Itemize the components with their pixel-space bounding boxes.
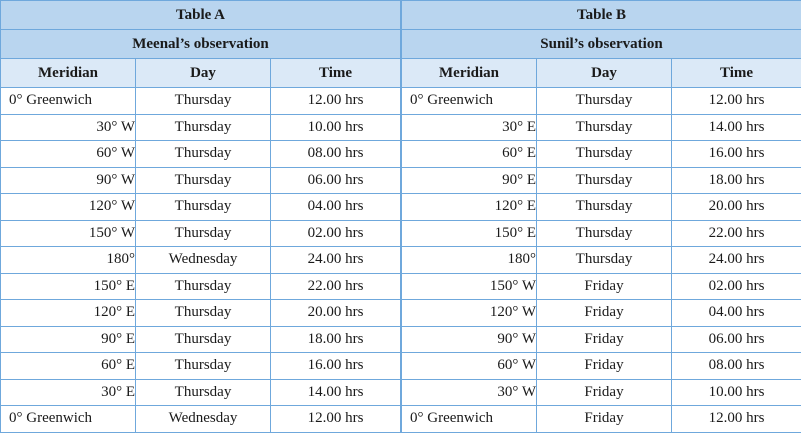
table-row (402, 353, 801, 380)
table-row (402, 114, 801, 141)
meridian-cell: 60° E (1, 353, 136, 380)
meridian-cell: 120° W (402, 300, 537, 327)
table-row (402, 273, 801, 300)
time-cell: 14.00 hrs (271, 379, 401, 406)
day-cell: Thursday (136, 141, 271, 168)
table-row (1, 114, 401, 141)
time-cell: 10.00 hrs (672, 379, 801, 406)
day-cell: Thursday (136, 167, 271, 194)
time-cell: 16.00 hrs (271, 353, 401, 380)
table-row (1, 300, 401, 327)
time-cell: 18.00 hrs (672, 167, 801, 194)
day-cell: Friday (537, 273, 672, 300)
table-row (402, 300, 801, 327)
time-cell: 16.00 hrs (672, 141, 801, 168)
meridian-cell: 180° (1, 247, 136, 274)
table-row (1, 141, 401, 168)
meridian-cell: 180° (402, 247, 537, 274)
meridian-cell: 30° W (1, 114, 136, 141)
day-cell: Thursday (136, 88, 271, 115)
time-cell: 04.00 hrs (672, 300, 801, 327)
day-cell: Friday (537, 326, 672, 353)
table-a-header-day: Day (136, 59, 271, 88)
table-b-header-time: Time (672, 59, 801, 88)
day-cell: Thursday (136, 220, 271, 247)
table-row (402, 379, 801, 406)
day-cell: Thursday (537, 114, 672, 141)
table-b-header-meridian: Meridian (402, 59, 537, 88)
day-cell: Friday (537, 353, 672, 380)
time-cell: 06.00 hrs (271, 167, 401, 194)
table-b-body (402, 88, 801, 433)
table-row (1, 273, 401, 300)
meridian-cell: 30° E (1, 379, 136, 406)
table-a-header-time: Time (271, 59, 401, 88)
day-cell: Thursday (136, 114, 271, 141)
day-cell: Friday (537, 300, 672, 327)
table-row (402, 88, 801, 115)
day-cell: Thursday (136, 353, 271, 380)
table-row (1, 406, 401, 433)
table-row (1, 167, 401, 194)
day-cell: Thursday (136, 379, 271, 406)
time-cell: 02.00 hrs (271, 220, 401, 247)
meridian-cell: 30° E (402, 114, 537, 141)
day-cell: Thursday (537, 194, 672, 221)
table-a-header-meridian: Meridian (1, 59, 136, 88)
day-cell: Friday (537, 379, 672, 406)
table-row (402, 247, 801, 274)
time-cell: 24.00 hrs (672, 247, 801, 274)
day-cell: Thursday (537, 220, 672, 247)
table-row (1, 88, 401, 115)
table-row (402, 167, 801, 194)
meridian-cell: 120° W (1, 194, 136, 221)
meridian-cell: 0° Greenwich (402, 406, 537, 433)
table-row (402, 220, 801, 247)
table-a-subtitle: Meenal’s observation (1, 30, 401, 59)
day-cell: Thursday (537, 141, 672, 168)
table-b (401, 0, 801, 433)
meridian-cell: 150° W (1, 220, 136, 247)
time-cell: 12.00 hrs (672, 406, 801, 433)
meridian-cell: 60° W (1, 141, 136, 168)
day-cell: Wednesday (136, 406, 271, 433)
meridian-cell: 0° Greenwich (1, 406, 136, 433)
table-row (1, 247, 401, 274)
time-cell: 08.00 hrs (672, 353, 801, 380)
table-b-header-day: Day (537, 59, 672, 88)
meridian-cell: 150° E (1, 273, 136, 300)
table-a-body (1, 88, 401, 433)
meridian-cell: 120° E (402, 194, 537, 221)
meridian-cell: 120° E (1, 300, 136, 327)
meridian-cell: 90° E (1, 326, 136, 353)
day-cell: Thursday (136, 273, 271, 300)
day-cell: Friday (537, 406, 672, 433)
table-row (402, 406, 801, 433)
table-row (1, 194, 401, 221)
time-cell: 08.00 hrs (271, 141, 401, 168)
table-row (1, 379, 401, 406)
meridian-cell: 60° E (402, 141, 537, 168)
time-cell: 12.00 hrs (672, 88, 801, 115)
time-cell: 10.00 hrs (271, 114, 401, 141)
time-cell: 02.00 hrs (672, 273, 801, 300)
meridian-cell: 30° W (402, 379, 537, 406)
time-cell: 24.00 hrs (271, 247, 401, 274)
table-row (1, 353, 401, 380)
meridian-cell: 60° W (402, 353, 537, 380)
day-cell: Thursday (136, 326, 271, 353)
table-row (402, 141, 801, 168)
time-cell: 22.00 hrs (271, 273, 401, 300)
meridian-cell: 90° W (1, 167, 136, 194)
table-b-title: Table B (402, 1, 801, 30)
meridian-cell: 90° W (402, 326, 537, 353)
table-b-subtitle: Sunil’s observation (402, 30, 801, 59)
day-cell: Wednesday (136, 247, 271, 274)
time-cell: 20.00 hrs (672, 194, 801, 221)
day-cell: Thursday (537, 167, 672, 194)
table-row (402, 194, 801, 221)
meridian-cell: 0° Greenwich (402, 88, 537, 115)
table-row (1, 220, 401, 247)
day-cell: Thursday (537, 88, 672, 115)
time-cell: 22.00 hrs (672, 220, 801, 247)
meridian-cell: 150° W (402, 273, 537, 300)
meridian-cell: 150° E (402, 220, 537, 247)
meridian-cell: 0° Greenwich (1, 88, 136, 115)
table-row (402, 326, 801, 353)
meridian-cell: 90° E (402, 167, 537, 194)
time-cell: 14.00 hrs (672, 114, 801, 141)
time-cell: 12.00 hrs (271, 406, 401, 433)
day-cell: Thursday (136, 300, 271, 327)
table-row (1, 326, 401, 353)
table-a (0, 0, 401, 433)
day-cell: Thursday (537, 247, 672, 274)
time-cell: 18.00 hrs (271, 326, 401, 353)
table-a-title: Table A (1, 1, 401, 30)
time-cell: 12.00 hrs (271, 88, 401, 115)
day-cell: Thursday (136, 194, 271, 221)
time-cell: 04.00 hrs (271, 194, 401, 221)
time-cell: 06.00 hrs (672, 326, 801, 353)
time-cell: 20.00 hrs (271, 300, 401, 327)
